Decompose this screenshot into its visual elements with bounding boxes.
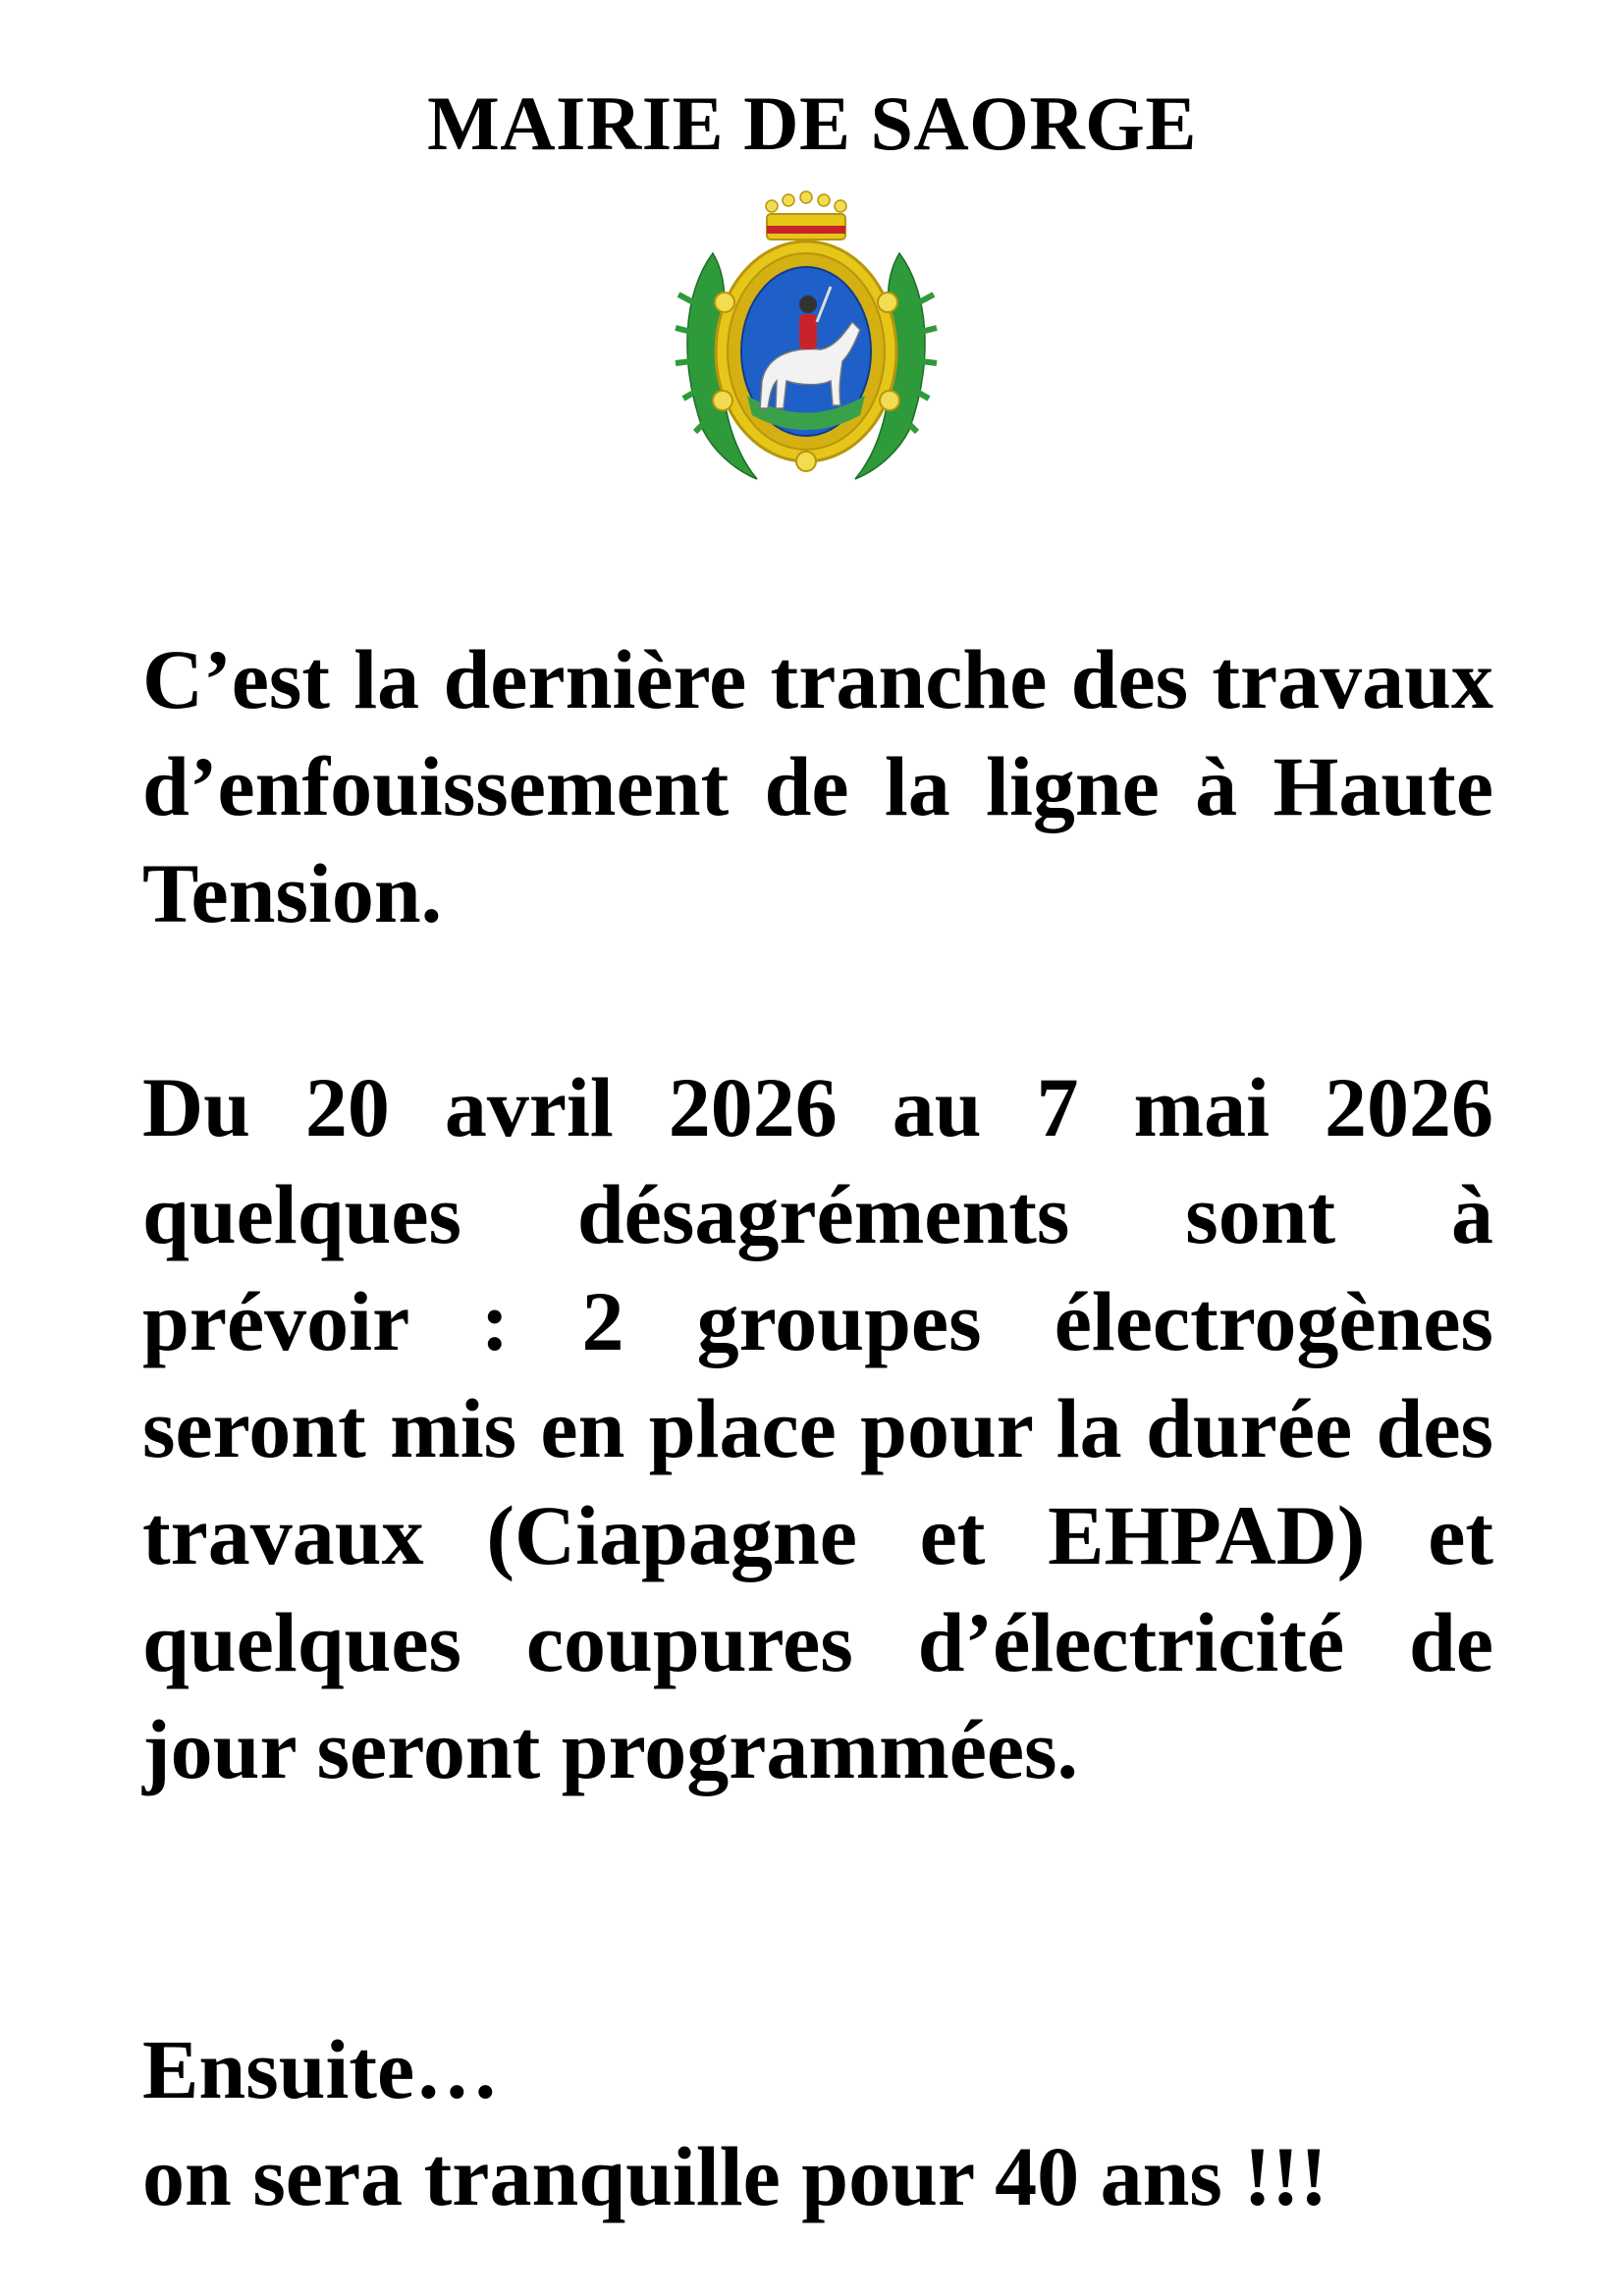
notice-paragraph-intro: C’est la dernière tranche des travaux d’enfouissement de la ligne à Haute Tension. [142, 632, 1493, 940]
closing-line-2: on sera tranquille pour 40 ans !!! [142, 2129, 1328, 2223]
page-title: MAIRIE DE SAORGE [427, 80, 1197, 166]
notice-paragraph-details: Du 20 avril 2026 au 7 mai 2026 quelques désagréments sont à prévoir : 2 groupes électrogènes seront mis en place pour la durée des travaux (Ciapagne et EHPAD) et quelques coupures d’électricité de jour seront programmées. [142, 1060, 1493, 1796]
closing-line-1: Ensuite… [142, 2022, 500, 2116]
coat-of-arms-icon [674, 185, 939, 489]
